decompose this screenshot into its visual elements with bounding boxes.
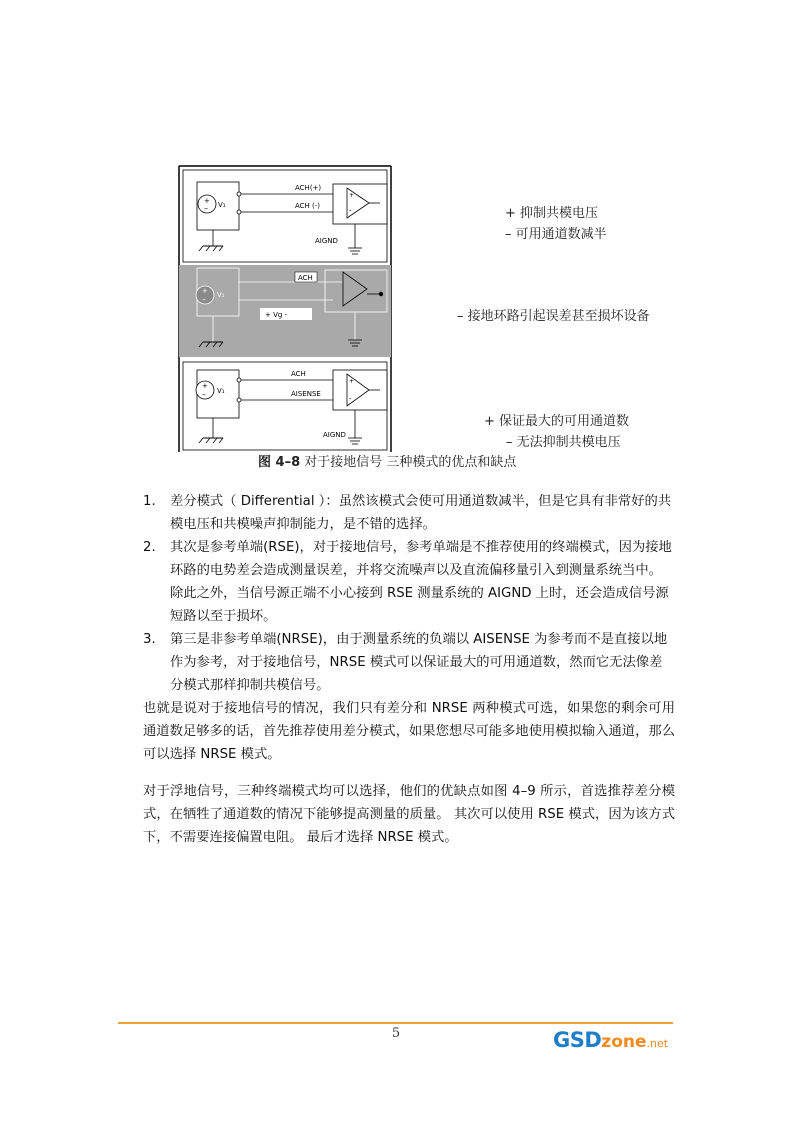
svg-text:+: + (349, 378, 355, 385)
list-item-text: 第三是非参考单端(NRSE)，由于测量系统的负端以 AISENSE 为参考而不是直接以地作为参考，对于接地信号，NRSE 模式可以保证最大的可用通道数，然而它无法像差分模式那样抑制共模信号。 (170, 632, 668, 693)
list-item-number: 3. (143, 632, 156, 647)
list-item-text: 差分模式（ Differential ）：虽然该模式会使可用通道数减半，但是它具有非常好的共模电压和共模噪声抑制能力，是不错的选择。 (170, 494, 672, 532)
aignd-label-1: AIGND (315, 237, 338, 245)
list-item-number: 2. (143, 540, 156, 555)
v1-label: V₁ (218, 201, 226, 209)
body-paragraph: 对于浮地信号，三种终端模式均可以选择，他们的优缺点如图 4–9 所示，首选推荐差分模式，在牺牲了通道数的情况下能够提高测量的质量。 其次可以使用 RSE 模式，因为该方式下，不需要连接偏置电阻。 最后才选择 NRSE 模式。 (143, 784, 675, 845)
nrse-panel (183, 362, 387, 450)
svg-text:+: + (204, 197, 210, 205)
v1-label-2: V₁ (217, 291, 225, 299)
ach-plus-label: ACH(+) (295, 184, 322, 192)
rse-con-note: – 接地环路引起误差甚至损坏设备 (457, 309, 650, 324)
figure-caption (258, 451, 516, 470)
list-item-number: 1. (143, 494, 156, 509)
logo-zone: zone (601, 1032, 647, 1052)
vg-label: + Vg - (265, 311, 288, 319)
aisense-label: AISENSE (291, 390, 321, 398)
differential-pro-note: + 抑制共模电压 (505, 206, 599, 221)
list-item (143, 536, 675, 628)
figure-number: 图 4–8 (258, 455, 301, 470)
rse-panel (179, 265, 391, 357)
aignd-label-3: AIGND (323, 431, 346, 439)
svg-text:–: – (202, 295, 206, 304)
gsdzone-logo (553, 1028, 668, 1052)
nrse-pro-note: + 保证最大的可用通道数 (484, 414, 630, 429)
svg-text:+: + (349, 192, 355, 199)
logo-gsd: GSD (553, 1028, 602, 1052)
body-paragraph: 也就是说对于接地信号的情况，我们只有差分和 NRSE 两种模式可选，如果您的剩余可用通道数足够多的话，首先推荐使用差分模式，如果您想尽可能多地使用模拟输入通道，那么可以选择 NRSE 模式。 (143, 701, 675, 762)
mode-list (143, 490, 675, 697)
svg-text:-: - (349, 207, 352, 215)
logo-net: .net (646, 1037, 669, 1050)
svg-text:-: - (349, 395, 352, 403)
footer-rule (118, 1022, 673, 1024)
list-item (143, 490, 675, 536)
ach-label-nrse: ACH (291, 370, 306, 378)
differential-panel (183, 170, 387, 262)
v1-label-3: V₁ (217, 387, 225, 395)
list-item-text: 其次是参考单端(RSE)，对于接地信号，参考单端是不推荐使用的终端模式，因为接地环路的电势差会造成测量误差，并将交流噪声以及直流偏移量引入到测量系统当中。除此之外，当信号源正端不小心接到 RSE 测量系统的 AIGND 上时，还会造成信号源短路以至于损坏。 (170, 540, 672, 624)
list-item (143, 628, 675, 697)
terminal-modes-diagram (175, 160, 395, 455)
svg-text:+: + (202, 287, 208, 295)
figure-caption-text: 对于接地信号 三种模式的优点和缺点 (300, 455, 517, 470)
svg-text:–: – (204, 204, 208, 213)
svg-text:–: – (202, 390, 206, 399)
ach-label-rse: ACH (298, 274, 313, 282)
ach-minus-label: ACH (-) (295, 202, 321, 210)
nrse-con-note: – 无法抑制共模电压 (506, 435, 621, 450)
differential-con-note: – 可用通道数减半 (505, 227, 607, 242)
svg-text:+: + (202, 382, 208, 390)
page-number: 5 (391, 1026, 401, 1041)
